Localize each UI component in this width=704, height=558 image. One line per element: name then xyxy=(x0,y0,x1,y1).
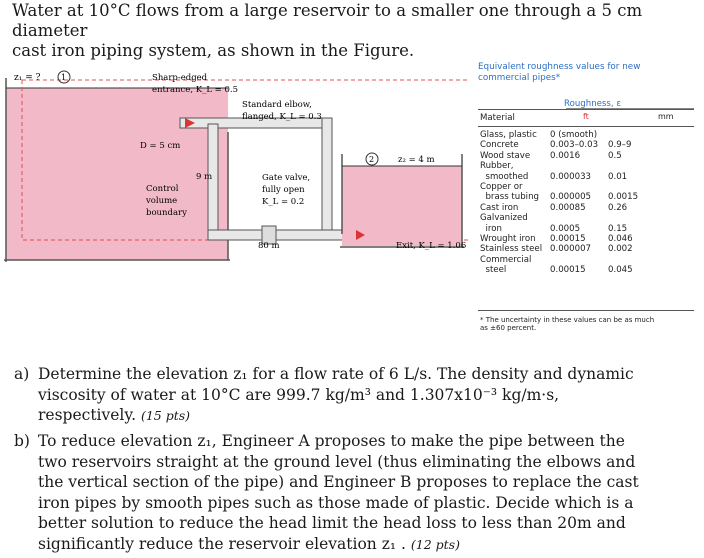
table-title-2: commercial pipes* xyxy=(478,73,561,83)
table-rows xyxy=(480,130,698,275)
question-a-label: a) xyxy=(14,365,30,383)
table-cell-ft: 0.000005 xyxy=(550,192,592,203)
large-reservoir-water xyxy=(6,88,228,260)
roughness-table xyxy=(478,62,700,332)
table-cell-mm: 0.01 xyxy=(608,171,628,182)
table-footnote xyxy=(480,316,660,332)
intro-line-2: cast iron piping system, as shown in the Figure. xyxy=(12,41,415,60)
table-row xyxy=(480,213,698,223)
question-a xyxy=(14,364,648,427)
question-b-label: b) xyxy=(14,432,30,450)
table-cell-m: steel xyxy=(480,265,507,276)
table-rule-top xyxy=(478,109,694,110)
gate-label-3: K_L = 0.2 xyxy=(262,197,305,207)
table-cell-m: Copper or xyxy=(480,181,523,192)
point2-label: 2 xyxy=(369,155,375,164)
z2-label: z₂ = 4 m xyxy=(398,155,435,165)
table-row xyxy=(480,224,698,234)
piping-system-figure xyxy=(0,58,476,268)
table-cell-ft: 0.0005 xyxy=(550,223,581,234)
entrance-label-2: entrance, K_L = 0.5 xyxy=(152,85,239,95)
table-row xyxy=(480,151,698,161)
table-cell-mm: 0.046 xyxy=(608,233,633,244)
gate-label-1: Gate valve, xyxy=(262,173,311,183)
col-ft: ft xyxy=(583,112,589,121)
table-cell-mm: 0.002 xyxy=(608,244,633,255)
table-cell-m: Stainless steel xyxy=(480,244,543,255)
table-cell-mm: 0.0015 xyxy=(608,192,639,203)
exit-label: Exit, K_L = 1.06 xyxy=(396,241,467,251)
table-row xyxy=(480,192,698,202)
table-cell-mm: 0.9–9 xyxy=(608,140,632,151)
lower-pipe xyxy=(208,230,358,240)
diameter-label: D = 5 cm xyxy=(140,141,181,151)
cv-label-2: volume xyxy=(146,196,178,206)
roughness-header: Roughness, ε xyxy=(564,99,621,109)
cv-label-3: boundary xyxy=(146,208,187,218)
table-cell-ft: 0.00085 xyxy=(550,202,586,213)
table-cell-m: Glass, plastic xyxy=(480,130,537,140)
vertical-pipe-left xyxy=(322,118,332,233)
gate-label-2: fully open xyxy=(262,185,305,195)
table-cell-ft: 0 (smooth) xyxy=(550,130,598,140)
table-row xyxy=(480,130,698,140)
table-cell-m: Galvanized xyxy=(480,213,528,224)
table-cell-m: Concrete xyxy=(480,140,519,151)
table-cell-mm: 0.045 xyxy=(608,265,633,276)
table-cell-ft: 0.003–0.03 xyxy=(550,140,599,151)
table-row xyxy=(480,172,698,182)
table-row xyxy=(480,234,698,244)
table-cell-mm: 0.26 xyxy=(608,202,628,213)
table-row xyxy=(480,244,698,254)
elbow-label-1: Standard elbow, xyxy=(242,100,312,110)
table-cell-m: iron xyxy=(480,223,502,234)
table-row xyxy=(480,140,698,150)
point1-label: 1 xyxy=(61,73,67,82)
table-cell-m: Cast iron xyxy=(480,202,519,213)
question-b-text: To reduce elevation z₁, Engineer A proposes to make the pipe between the two reservoirs straight at the ground level (thus eliminating the elbows and the vertical section of the pipe) and Engineer B proposes to replace the cast iron pipes by smooth pipes such as those made of plastic. Decide which is a better solution to reduce the head limit the head loss to less than 20m and significantly reduce the reservoir elevation z₁ . xyxy=(38,432,639,553)
length-80m-label: 80 m xyxy=(258,241,280,251)
table-cell-m: brass tubing xyxy=(480,192,539,203)
table-cell-mm: 0.15 xyxy=(608,223,628,234)
intro-line-1: Water at 10°C flows from a large reservoir to a smaller one through a 5 cm diameter xyxy=(12,1,643,40)
table-row xyxy=(480,161,698,171)
entrance-label-1: Sharp-edged xyxy=(152,73,208,83)
cv-label-1: Control xyxy=(146,184,179,194)
table-cell-mm: 0.5 xyxy=(608,150,622,161)
table-row xyxy=(480,255,698,265)
table-cell-ft: 0.000007 xyxy=(550,244,592,255)
table-rule-header xyxy=(478,126,694,127)
table-rule-bottom xyxy=(478,310,694,311)
table-cell-ft: 0.00015 xyxy=(550,233,586,244)
col-mm: mm xyxy=(658,112,674,121)
question-a-text: Determine the elevation z₁ for a flow rate of 6 L/s. The density and dynamic viscosity of water at 10°C are 999.7 kg/m³ and 1.307x10⁻³ kg/m·s, respectively. xyxy=(38,365,634,425)
length-9m-label: 9 m xyxy=(196,172,213,182)
table-cell-ft: 0.0016 xyxy=(550,150,581,161)
table-title-1: Equivalent roughness values for new xyxy=(478,62,641,72)
question-b xyxy=(14,431,648,556)
table-cell-ft: 0.00015 xyxy=(550,265,586,276)
table-cell-m: Commercial xyxy=(480,254,532,265)
z1-label: z₁ = ? xyxy=(14,73,41,83)
table-cell-m: Rubber, xyxy=(480,161,514,172)
footnote-line-1: * The uncertainty in these values can be as much xyxy=(480,316,655,324)
table-row xyxy=(480,203,698,213)
table-cell-m: Wrought iron xyxy=(480,233,536,244)
col-material: Material xyxy=(480,113,515,123)
problem-intro xyxy=(12,1,692,61)
question-b-points: (12 pts) xyxy=(410,536,460,552)
table-cell-m: smoothed xyxy=(480,171,529,182)
table-row xyxy=(480,265,698,275)
footnote-line-2: as ±60 percent. xyxy=(480,324,537,332)
elbow-label-2: flanged, K_L = 0.3 xyxy=(242,112,322,122)
table-cell-ft: 0.000033 xyxy=(550,171,592,182)
table-cell-m: Wood stave xyxy=(480,150,531,161)
question-a-points: (15 pts) xyxy=(140,408,191,424)
table-row xyxy=(480,182,698,192)
